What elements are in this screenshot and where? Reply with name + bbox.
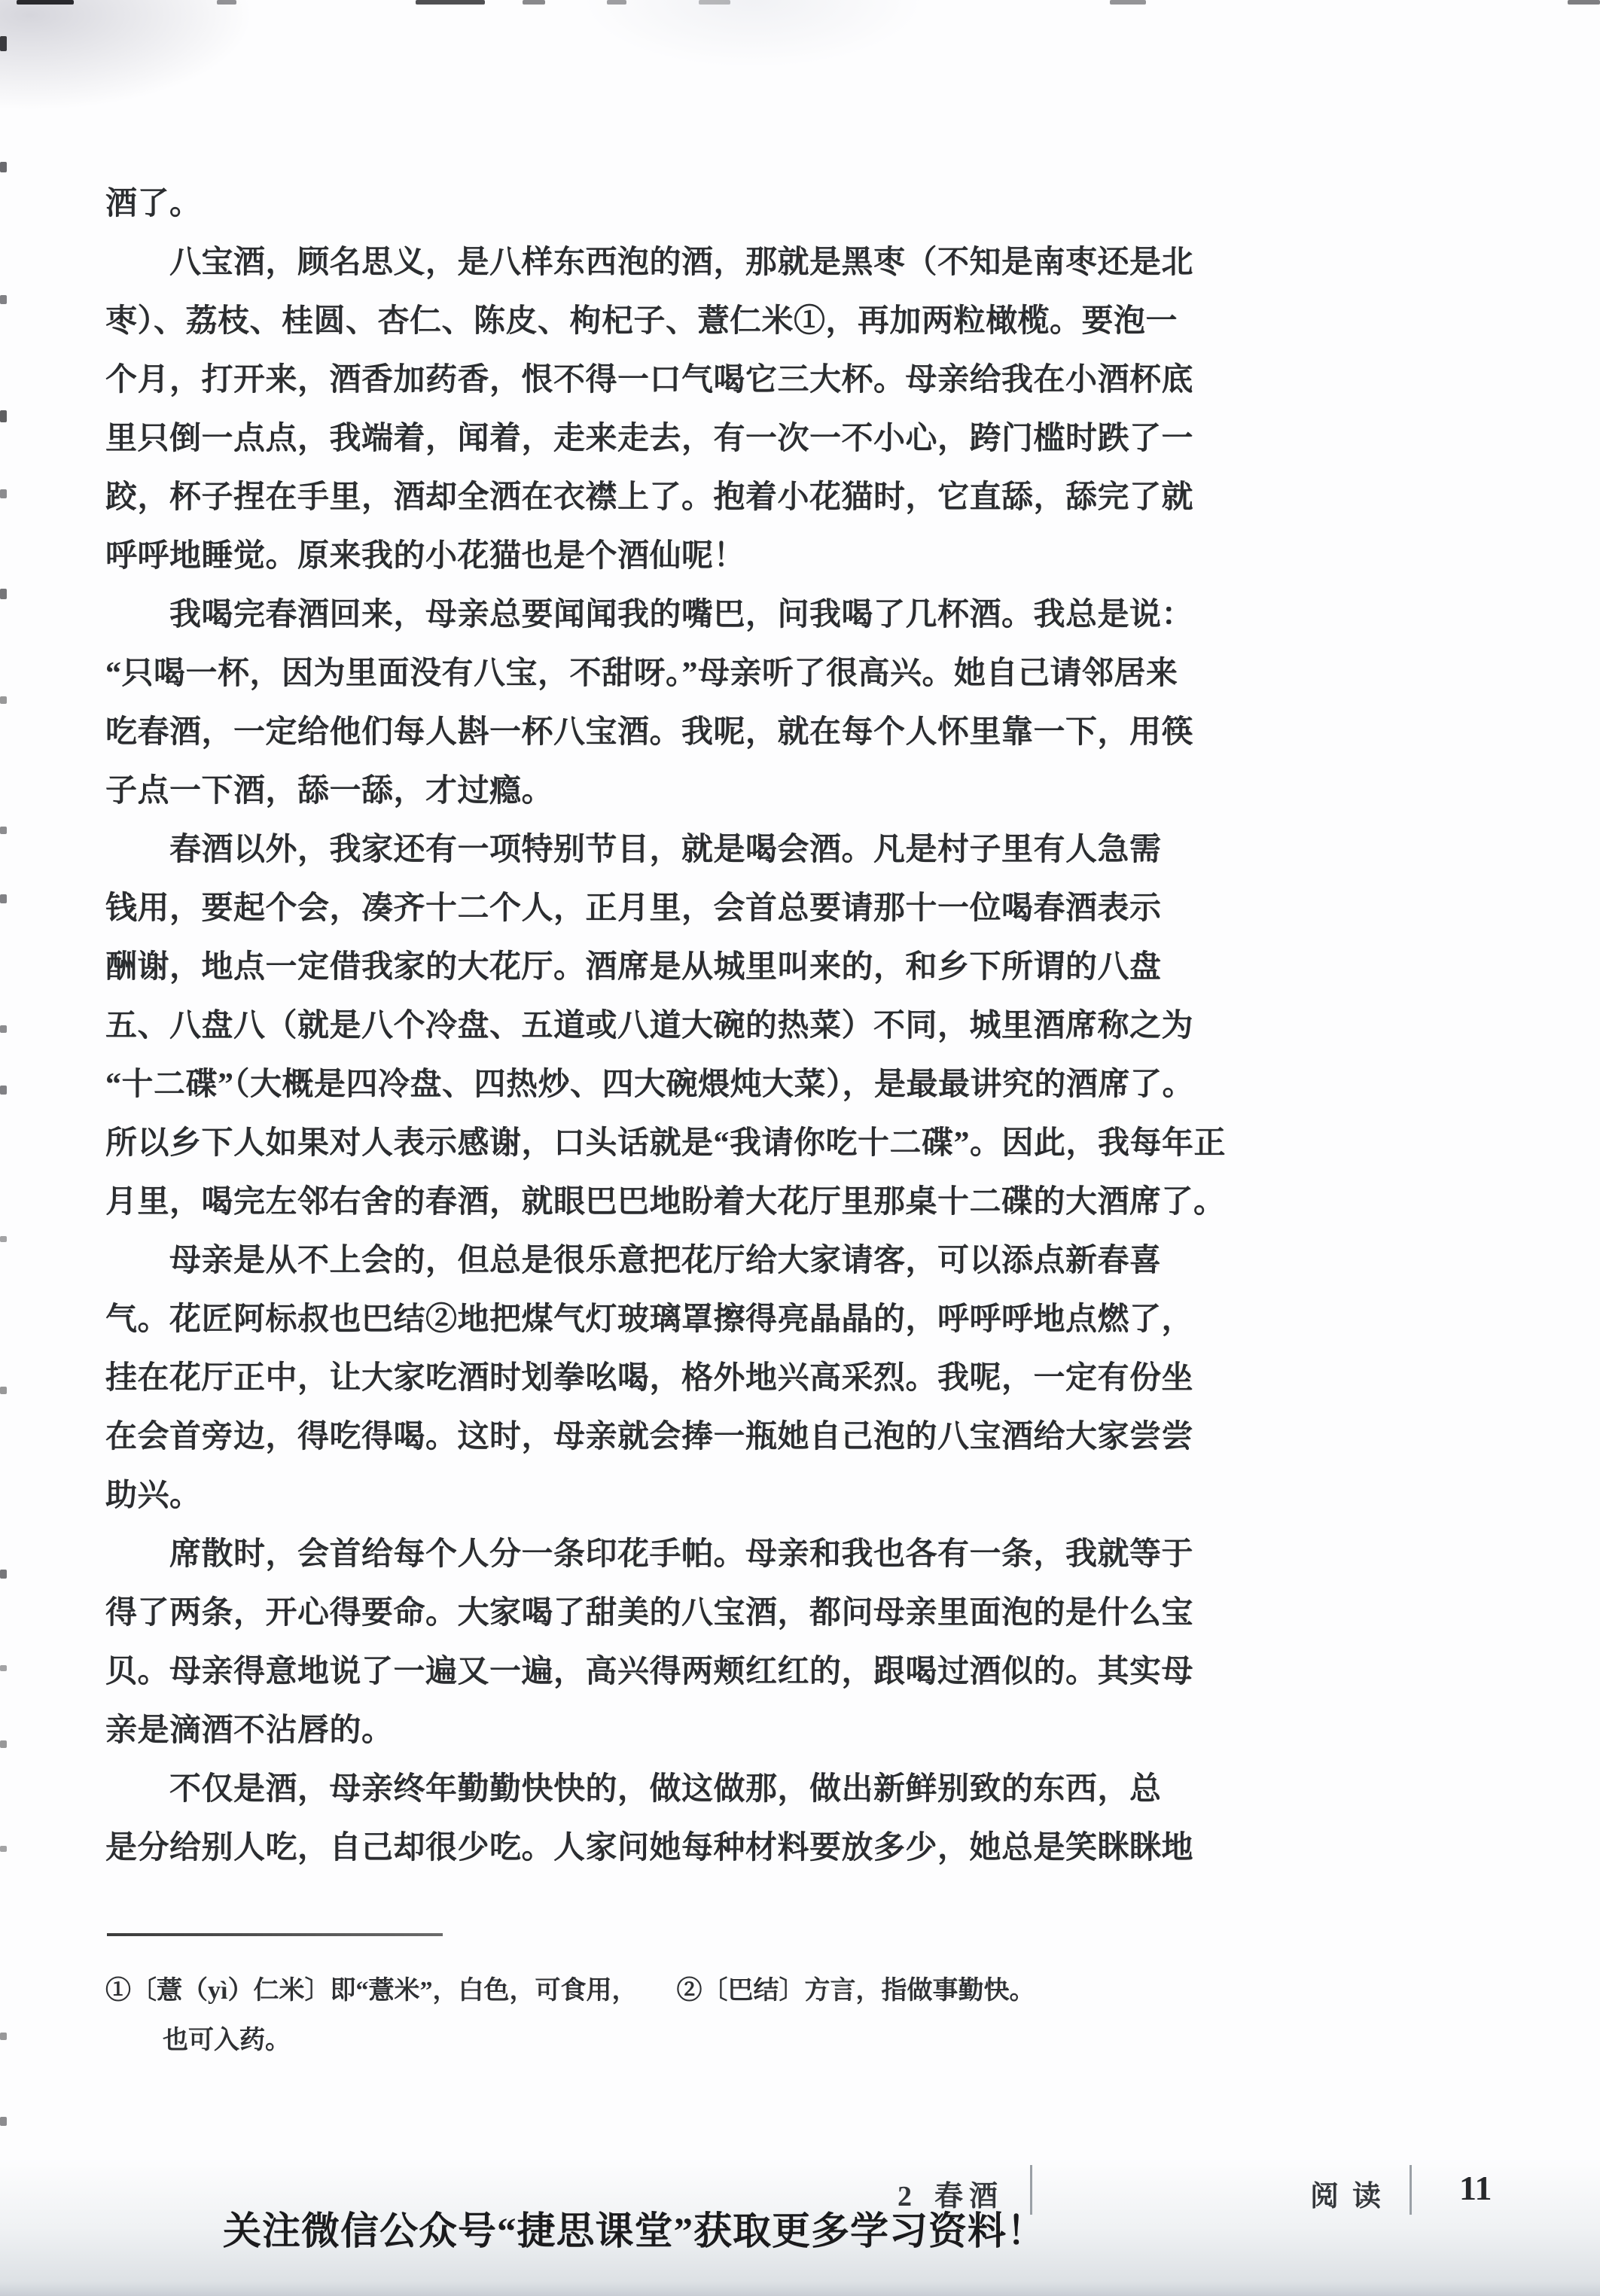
footnote-separator	[107, 1933, 443, 1936]
body-line: 枣）、荔枝、桂圆、杏仁、陈皮、枸杞子、薏仁米①，再加两粒橄榄。要泡一	[105, 304, 1178, 339]
binding-mark	[0, 1236, 7, 1242]
body-line: 气。花匠阿标叔也巴结②地把煤气灯玻璃罩擦得亮晶晶的，呼呼呼地点燃了，	[105, 1302, 1194, 1337]
body-line: “只喝一杯，因为里面没有八宝，不甜呀。”母亲听了很高兴。她自己请邻居来	[105, 656, 1178, 691]
body-line: 酬谢，地点一定借我家的大花厅。酒席是从城里叫来的，和乡下所谓的八盘	[105, 950, 1162, 985]
scan-artifact	[607, 0, 626, 5]
binding-mark	[0, 162, 7, 172]
scan-artifact	[217, 0, 236, 5]
body-line: 亲是滴酒不沾唇的。	[105, 1713, 394, 1748]
body-line: 五、八盘八（就是八个冷盘、五道或八道大碗的热菜）不同，城里酒席称之为	[105, 1009, 1194, 1043]
body-line: 我喝完春酒回来，母亲总要闻闻我的嘴巴，问我喝了几杯酒。我总是说：	[105, 598, 1194, 632]
scan-artifact	[523, 0, 545, 5]
body-line: “十二碟”（大概是四冷盘、四热炒、四大碗煨炖大菜），是最最讲究的酒席了。	[105, 1067, 1195, 1102]
binding-mark	[0, 1570, 7, 1579]
page-number: 11	[1459, 2169, 1492, 2207]
binding-mark	[0, 410, 7, 422]
footer-divider	[1410, 2165, 1412, 2215]
section-label: 阅读	[1310, 2181, 1395, 2212]
footnote-1-text: ①〔薏（yì）仁米〕即“薏米”，白色，可食用，	[105, 1977, 638, 2005]
body-line: 所以乡下人如果对人表示感谢，口头话就是“我请你吃十二碟”。因此，我每年正	[105, 1126, 1227, 1161]
body-line: 挂在花厅正中，让大家吃酒时划拳吆喝，格外地兴高采烈。我呢，一定有份坐	[105, 1361, 1194, 1396]
binding-mark	[0, 696, 7, 704]
body-line: 在会首旁边，得吃得喝。这时，母亲就会捧一瓶她自己泡的八宝酒给大家尝尝	[105, 1420, 1194, 1454]
watermark-text: 关注微信公众号“捷思课堂”获取更多学习资料！	[223, 2211, 1047, 2253]
body-line: 呼呼地睡觉。原来我的小花猫也是个酒仙呢！	[105, 539, 746, 574]
body-line: 得了两条，开心得要命。大家喝了甜美的八宝酒，都问母亲里面泡的是什么宝	[105, 1596, 1194, 1631]
binding-mark	[0, 295, 7, 304]
lesson-title: 春酒	[934, 2181, 1004, 2212]
body-line: 月里，喝完左邻右舍的春酒，就眼巴巴地盼着大花厅里那桌十二碟的大酒席了。	[105, 1185, 1226, 1220]
body-line: 母亲是从不上会的，但总是很乐意把花厅给大家请客，可以添点新春喜	[105, 1244, 1162, 1278]
scan-artifact	[17, 0, 74, 5]
body-line: 不仅是酒，母亲终年勤勤快快的，做这做那，做出新鲜别致的东西，总	[105, 1772, 1162, 1807]
lesson-body-text	[105, 175, 1521, 1877]
scan-artifact	[1110, 0, 1146, 5]
body-line: 春酒以外，我家还有一项特别节目，就是喝会酒。凡是村子里有人急需	[105, 833, 1162, 867]
scan-artifact	[416, 0, 485, 5]
binding-mark	[0, 1025, 7, 1033]
body-line: 里只倒一点点，我端着，闻着，走来走去，有一次一不小心，跨门槛时跌了一	[105, 422, 1194, 456]
binding-mark	[0, 894, 7, 903]
body-line: 吃春酒，一定给他们每人斟一杯八宝酒。我呢，就在每个人怀里靠一下，用筷	[105, 715, 1194, 750]
body-line: 酒了。	[105, 187, 202, 221]
binding-mark	[0, 2117, 7, 2126]
body-line: 席散时，会首给每个人分一条印花手帕。母亲和我也各有一条，我就等于	[105, 1537, 1194, 1572]
binding-mark	[0, 2033, 7, 2040]
body-line: 子点一下酒，舔一舔，才过瘾。	[105, 774, 554, 808]
binding-mark	[0, 1846, 7, 1852]
footnote-1-continuation: 也可入药。	[163, 2027, 291, 2054]
binding-mark	[0, 1665, 7, 1671]
body-line: 跤，杯子捏在手里，酒却全洒在衣襟上了。抱着小花猫时，它直舔，舔完了就	[105, 480, 1194, 515]
body-line: 贝。母亲得意地说了一遍又一遍，高兴得两颊红红的，跟喝过酒似的。其实母	[105, 1655, 1194, 1689]
body-line: 助兴。	[105, 1478, 202, 1513]
lesson-number: 2	[898, 2181, 912, 2212]
footnote-2-text: ②〔巴结〕方言，指做事勤快。	[676, 1977, 1035, 2005]
body-line: 个月，打开来，酒香加药香，恨不得一口气喝它三大杯。母亲给我在小酒杯底	[105, 363, 1194, 397]
binding-mark	[0, 1086, 7, 1095]
binding-mark	[0, 1740, 7, 1748]
scan-artifact	[1568, 0, 1600, 5]
binding-mark	[0, 589, 7, 599]
footnotes	[105, 1966, 1385, 2066]
scan-artifact	[699, 0, 730, 5]
binding-mark	[0, 1387, 7, 1394]
body-line: 钱用，要起个会，凑齐十二个人，正月里，会首总要请那十一位喝春酒表示	[105, 891, 1162, 926]
footnote-line	[105, 1966, 1385, 2016]
body-line: 八宝酒，顾名思义，是八样东西泡的酒，那就是黑枣（不知是南枣还是北	[105, 245, 1194, 280]
binding-mark	[0, 827, 7, 834]
binding-mark	[0, 489, 7, 498]
body-line: 是分给别人吃，自己却很少吃。人家问她每种材料要放多少，她总是笑眯眯地	[105, 1831, 1194, 1865]
binding-mark	[0, 36, 7, 51]
